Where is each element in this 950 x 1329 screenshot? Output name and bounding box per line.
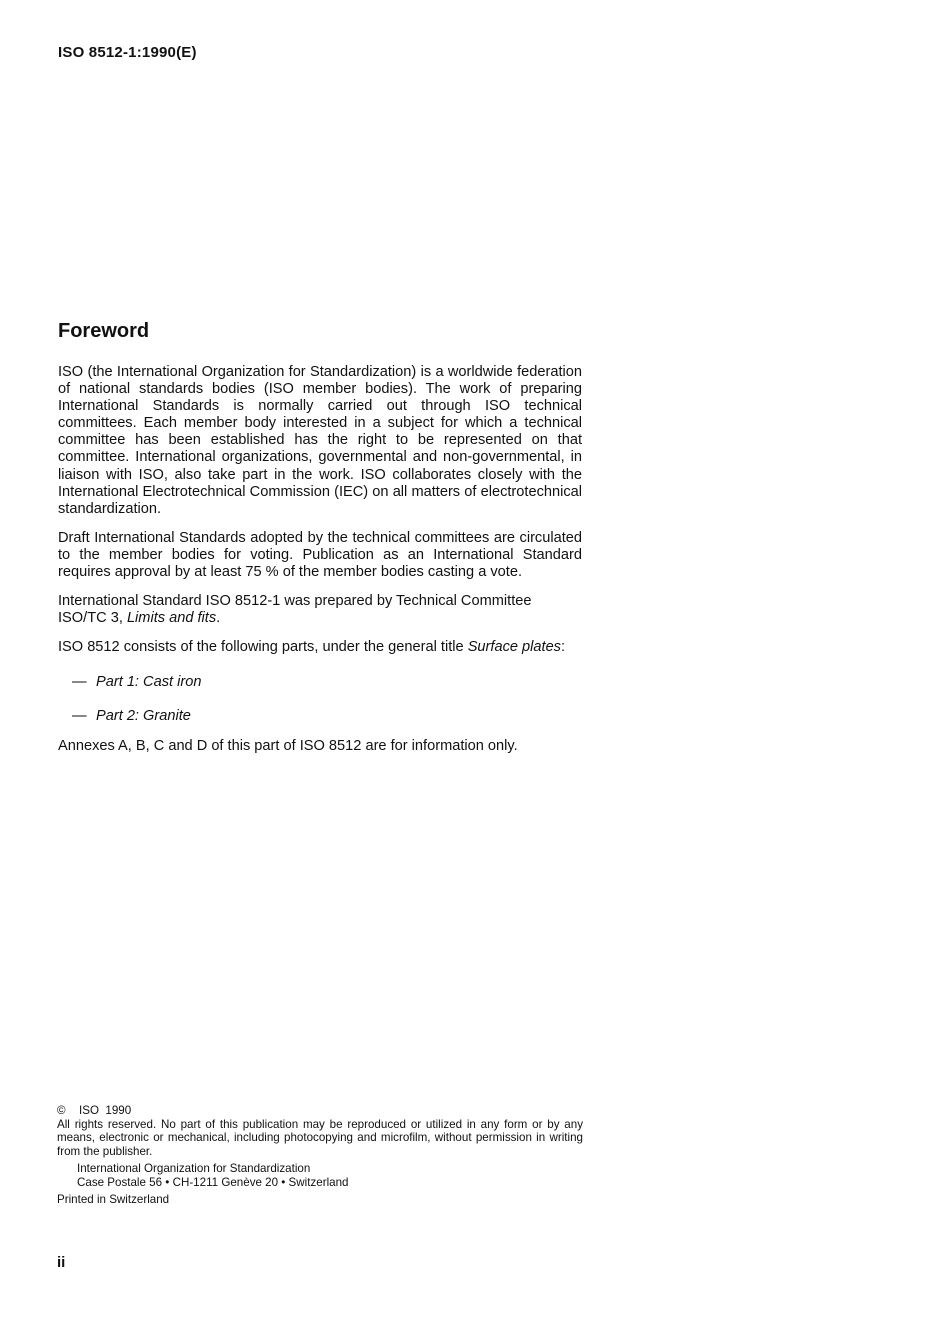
committee-title: Limits and fits [126, 610, 217, 627]
publisher-address [77, 1162, 583, 1189]
list-item [72, 708, 582, 725]
foreword-paragraph-5: Annexes A, B, C and D of this part of ISO 8512 are for information only. [58, 737, 518, 754]
foreword-heading: Foreword [58, 320, 150, 342]
general-title: Surface plates [467, 639, 561, 656]
paragraph-4-text: ISO 8512 consists of the following parts, under the general title [58, 639, 468, 656]
printed-in: Printed in Switzerland [57, 1193, 170, 1206]
paragraph-3-end: . [216, 610, 221, 627]
rights-notice: All rights reserved. No part of this publication may be reproduced or utilized in any form or by any means, electronic or mechanical, including photocopying and microfilm, without permission in writing from the publisher. [57, 1117, 583, 1158]
page-number: ii [57, 1254, 66, 1271]
dash-bullet: — [72, 674, 87, 691]
foreword-paragraph-2: Draft International Standards adopted by the technical committees are circulated to the member bodies for voting. Publication as an International Standard requires approval by at least 75 % of the member bodies casting a vote. [58, 529, 582, 581]
postal-address: Case Postale 56 • CH-1211 Genève 20 • Switzerland [77, 1175, 349, 1189]
copyright-line [57, 1104, 583, 1118]
copyright-symbol: © [57, 1104, 66, 1117]
copyright-block [57, 1104, 583, 1207]
part-label: Part 2: Granite [96, 707, 191, 724]
publisher-name: International Organization for Standardization [77, 1162, 311, 1175]
document-id: ISO 8512-1:1990(E) [58, 44, 197, 61]
foreword-paragraph-4 [58, 639, 582, 656]
foreword-body [58, 364, 582, 767]
foreword-paragraph-3 [58, 593, 582, 627]
paragraph-3-text: International Standard ISO 8512-1 was prepared by Technical Committee ISO/TC 3, [58, 593, 532, 627]
list-item [72, 674, 582, 691]
copyright-year: ISO 1990 [79, 1104, 132, 1117]
dash-bullet: — [72, 707, 87, 724]
part-label: Part 1: Cast iron [96, 674, 202, 691]
foreword-paragraph-1: ISO (the International Organization for Standardization) is a worldwide federation of national standards bodies (ISO member bodies). The work of preparing International Standards is normally carried out through ISO technical committees. Each member body interested in a subject for which a technical committee has been established has the right to be represented on that committee. International organizations, governmental and non-governmental, in liaison with ISO, also take part in the work. ISO collaborates closely with the International Electrotechnical Commission (IEC) on all matters of electrotechnical standardization. [58, 364, 582, 517]
paragraph-4-end: : [560, 639, 566, 656]
